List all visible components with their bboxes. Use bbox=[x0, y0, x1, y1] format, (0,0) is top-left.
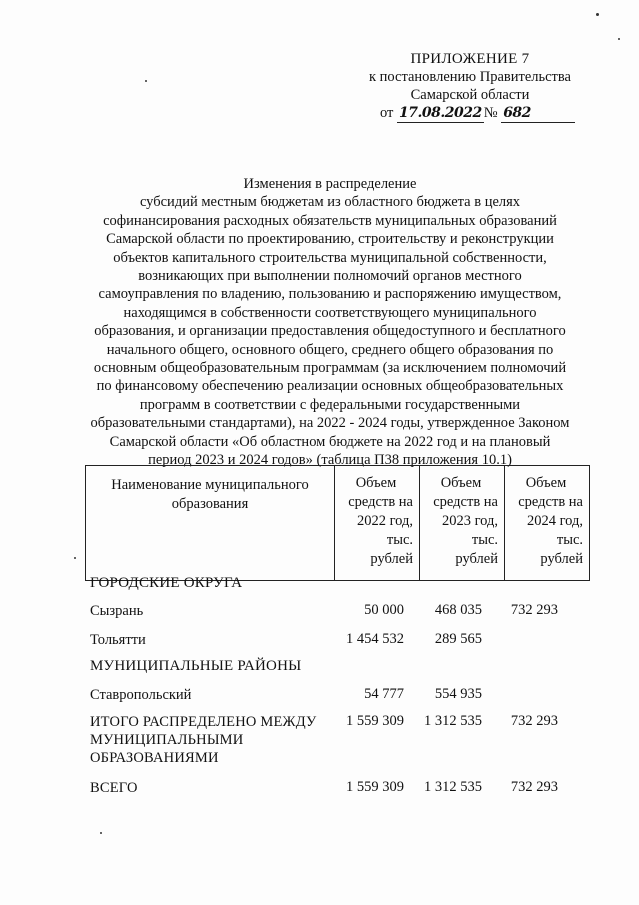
document-heading bbox=[60, 175, 600, 470]
scan-speck bbox=[74, 557, 76, 559]
value-2024: 732 293 bbox=[510, 602, 558, 618]
row-name-total-distributed: ИТОГО РАСПРЕДЕЛЕНО МЕЖДУ МУНИЦИПАЛЬНЫМИ ОБРАЗОВАНИЯМИ bbox=[90, 714, 317, 766]
value-2022: 50 000 bbox=[364, 602, 404, 618]
subsidy-table-header bbox=[85, 465, 590, 581]
appendix-line-2: Самарской области bbox=[410, 87, 530, 103]
appendix-date-row bbox=[330, 104, 610, 123]
heading-line: возникающих при выполнении полномочий органов местного bbox=[138, 268, 522, 285]
value-2022: 1 559 309 bbox=[346, 779, 404, 795]
appendix-title: ПРИЛОЖЕНИЕ 7 bbox=[410, 51, 530, 67]
handwritten-date: 17.08.2022 bbox=[399, 105, 482, 121]
header-2023: Объем средств на 2023 год, тыс. рублей bbox=[420, 466, 505, 581]
value-2024: 732 293 bbox=[510, 713, 558, 729]
heading-line: Самарской области «Об областном бюджете на 2022 год и на плановый bbox=[109, 433, 551, 450]
heading-line: программ в соответствии с федеральными государственными bbox=[139, 396, 521, 413]
section-municipal-districts: МУНИЦИПАЛЬНЫЕ РАЙОНЫ bbox=[90, 658, 302, 674]
row-name-grand-total: ВСЕГО bbox=[90, 780, 138, 796]
table-header-row bbox=[86, 466, 590, 581]
value-2023: 554 935 bbox=[434, 686, 482, 702]
heading-line: самоуправления по владению, пользованию и распоряжению имуществом, bbox=[98, 286, 562, 303]
value-2023: 468 035 bbox=[434, 602, 482, 618]
value-2022: 1 559 309 bbox=[346, 713, 404, 729]
heading-line: образовательными стандартами), на 2022 - 2024 годы, утвержденное Законом bbox=[90, 415, 570, 432]
heading-line: по финансовому обеспечению реализации основных общеобразовательных bbox=[96, 378, 564, 395]
heading-line: объектов капитального строительства муниципальной собственности, bbox=[113, 249, 547, 266]
value-2023: 1 312 535 bbox=[424, 713, 482, 729]
value-2023: 1 312 535 bbox=[424, 779, 482, 795]
scan-speck bbox=[100, 832, 102, 834]
value-2024: 732 293 bbox=[510, 779, 558, 795]
heading-line: начального общего, основного общего, среднего общего образования по bbox=[106, 341, 554, 358]
date-prefix: от bbox=[380, 105, 394, 121]
heading-line: находящимся в собственности соответствующего муниципального bbox=[123, 304, 537, 321]
appendix-line-1: к постановлению Правительства bbox=[369, 69, 571, 85]
header-2024: Объем средств на 2024 год, тыс. рублей bbox=[505, 466, 590, 581]
scan-speck bbox=[596, 13, 599, 16]
appendix-block bbox=[330, 50, 610, 123]
row-name: Сызрань bbox=[90, 603, 144, 619]
row-name: Тольятти bbox=[90, 632, 146, 648]
number-sign: № bbox=[483, 105, 498, 121]
handwritten-number: 682 bbox=[501, 104, 575, 123]
scan-speck bbox=[618, 38, 620, 40]
header-2022: Объем средств на 2022 год, тыс. рублей bbox=[335, 466, 420, 581]
row-name: Ставропольский bbox=[90, 687, 192, 703]
heading-line: образования, и организации предоставления общедоступного и бесплатного bbox=[94, 323, 566, 340]
header-municipality: Наименование муниципального образования bbox=[86, 466, 335, 581]
value-2022: 1 454 532 bbox=[346, 631, 404, 647]
heading-line: Изменения в распределение bbox=[243, 176, 417, 192]
value-2022: 54 777 bbox=[364, 686, 404, 702]
heading-line: софинансирования расходных обязательств муниципальных образований bbox=[103, 212, 557, 229]
heading-line: субсидий местным бюджетам из областного бюджета в целях bbox=[139, 194, 521, 211]
scan-speck bbox=[145, 80, 147, 82]
heading-line: основным общеобразовательным программам (за исключением полномочий bbox=[93, 360, 567, 377]
value-2023: 289 565 bbox=[434, 631, 482, 647]
heading-line: Самарской области по проектированию, строительству и реконструкции bbox=[106, 231, 554, 248]
heading-line: период 2023 и 2024 годов» (таблица П38 приложения 10.1) bbox=[148, 452, 512, 469]
section-urban-districts: ГОРОДСКИЕ ОКРУГА bbox=[90, 575, 243, 591]
